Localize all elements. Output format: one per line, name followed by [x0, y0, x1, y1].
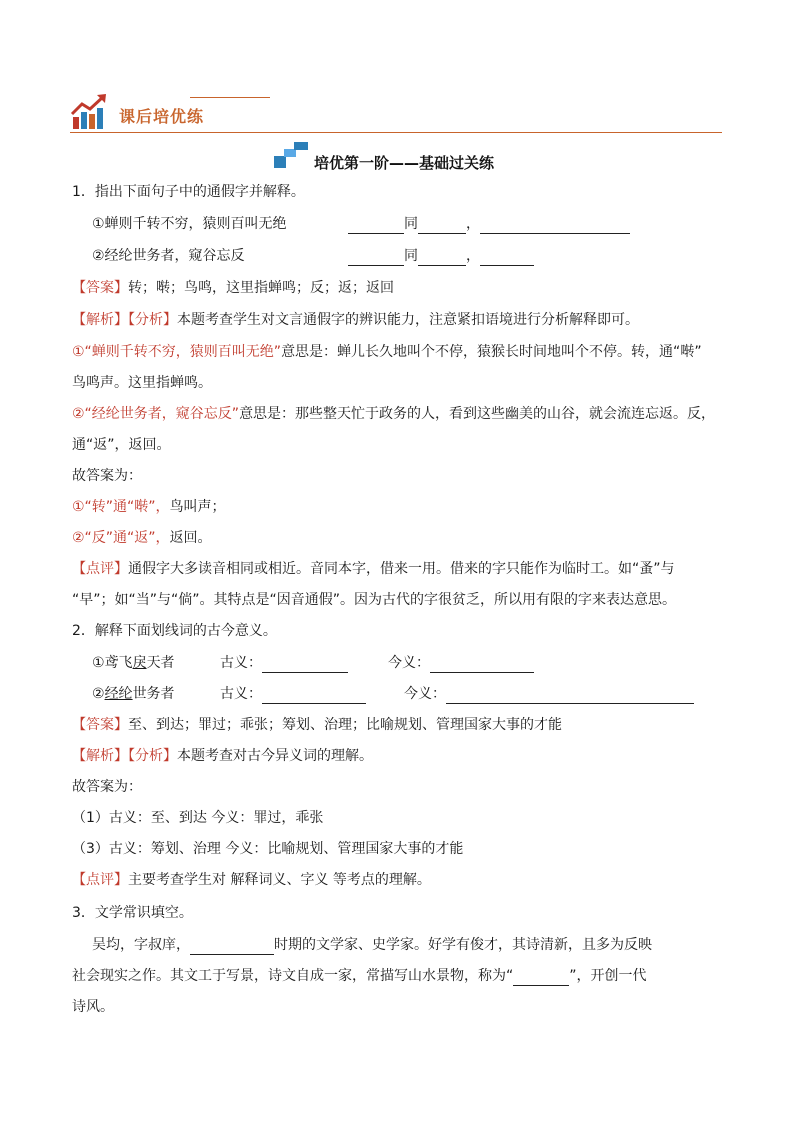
q1-point-2-cont: 通“返”，返回。	[72, 437, 171, 453]
quote-text: ②“经纶世务者，窥谷忘反”	[72, 406, 240, 422]
blank-field[interactable]	[348, 217, 404, 234]
q1-point-1-cont: 鸟鸣声。这里指蝉鸣。	[72, 375, 212, 391]
q1-item-2-text: ②经纶世务者，窥谷忘反	[92, 248, 245, 264]
q2-item-1	[92, 653, 175, 673]
item-text: 世务者	[132, 686, 175, 702]
q2-solution-3: （3）古义：筹划、治理 今义：比喻规划、管理国家大事的才能	[72, 841, 464, 857]
item-text: 天者	[146, 655, 175, 671]
item-text: ②	[92, 686, 105, 702]
solution-text: 返回。	[169, 530, 212, 546]
q3-paragraph-line-2	[72, 966, 647, 986]
blank-field[interactable]	[190, 938, 274, 955]
q3-prompt: 3．文学常识填空。	[72, 905, 193, 921]
q2-item-2-jin	[404, 684, 694, 704]
q1-comment	[72, 559, 675, 579]
header-accent-line	[190, 97, 270, 98]
q1-item-2	[92, 246, 245, 266]
q2-item-1-jin	[388, 653, 534, 673]
q3-paragraph-line-3: 诗风。	[72, 999, 114, 1015]
comment-text: 主要考查学生对 解释词义、字义 等考点的理解。	[128, 872, 431, 888]
q1-point-2	[72, 404, 715, 424]
blank-field[interactable]	[480, 217, 630, 234]
blank-field[interactable]	[348, 249, 404, 266]
page-header	[70, 94, 722, 136]
same-label: 同	[404, 216, 418, 232]
header-rule	[70, 132, 722, 133]
item-text: ①鸢飞	[92, 655, 133, 671]
comment-text: 通假字大多读音相同或相近。音同本字，借来一用。借来的字只能作为临时工。如“蚤”与	[128, 561, 675, 577]
q1-item-1	[92, 214, 287, 234]
answer-tag: 【答案】	[72, 717, 128, 733]
q3-paragraph-line-1	[92, 935, 652, 955]
q1-so-answer: 故答案为：	[72, 468, 142, 484]
underlined-word: 经纶	[104, 686, 133, 702]
analysis-tag: 【解析】【分析】	[72, 748, 177, 764]
blank-field[interactable]	[418, 249, 466, 266]
blank-field[interactable]	[480, 249, 534, 266]
comma: ，	[466, 248, 480, 264]
solution-text: 鸟叫声；	[169, 499, 226, 515]
q2-item-1-gu	[220, 653, 348, 673]
blank-field[interactable]	[430, 656, 534, 673]
analysis-tag: 【解析】【分析】	[72, 312, 177, 328]
answer-text: 至、到达；罪过；乖张；筹划、治理；比喻规划、管理国家大事的才能	[128, 717, 562, 733]
same-label: 同	[404, 248, 418, 264]
blank-field[interactable]	[262, 687, 366, 704]
comment-tag: 【点评】	[72, 561, 128, 577]
jin-label: 今义：	[388, 655, 430, 671]
analysis-text: 本题考查学生对文言通假字的辨识能力，注意紧扣语境进行分析解释即可。	[177, 312, 639, 328]
q2-item-2	[92, 684, 175, 704]
q1-prompt: 1．指出下面句子中的通假字并解释。	[72, 184, 305, 200]
quote-text: ①“蝉则千转不穷，猿则百叫无绝”	[72, 344, 282, 360]
paragraph-text: 吴均，字叔庠，	[92, 937, 190, 953]
q1-item-1-answer-row	[348, 214, 630, 234]
section-title: 培优第一阶——基础过关练	[314, 154, 495, 172]
comma: ，	[466, 216, 480, 232]
q2-solution-1: （1）古义：至、到达 今义：罪过，乖张	[72, 810, 324, 826]
q1-solution-1	[72, 497, 226, 517]
underlined-word: 戾	[132, 655, 147, 671]
comment-tag: 【点评】	[72, 872, 128, 888]
answer-text: 转；啭；鸟鸣，这里指蝉鸣；反；返；返回	[128, 280, 394, 296]
q2-prompt: 2．解释下面划线词的古今意义。	[72, 623, 277, 639]
paragraph-text: 时期的文学家、史学家。好学有俊才，其诗清新，且多为反映	[274, 937, 652, 953]
explanation-text: 意思是：蝉儿长久地叫个不停，猿猴长时间地叫个不停。转，通“啭”	[281, 344, 702, 360]
q1-point-1	[72, 342, 702, 362]
q1-comment-cont: “早”；如“当”与“倘”。其特点是“因音通假”。因为古代的字很贫乏，所以用有限的字来表达意思。	[72, 592, 677, 608]
stair-blocks-icon	[274, 142, 308, 168]
paragraph-text: ”，开创一代	[569, 968, 647, 984]
bar-chart-arrow-icon	[70, 94, 110, 130]
q1-item-1-text: ①蝉则千转不穷，猿则百叫无绝	[92, 216, 287, 232]
explanation-text: 意思是：那些整天忙于政务的人，看到这些幽美的山谷，就会流连忘返。反，	[239, 406, 716, 422]
q1-analysis	[72, 310, 639, 330]
blank-field[interactable]	[446, 687, 694, 704]
q2-so-answer: 故答案为：	[72, 779, 142, 795]
q2-answer	[72, 715, 562, 735]
analysis-text: 本题考查对古今异义词的理解。	[177, 748, 373, 764]
paragraph-text: 社会现实之作。其文工于写景，诗文自成一家，常描写山水景物，称为“	[72, 968, 514, 984]
solution-text: ①“转”通“啭”，	[72, 499, 170, 515]
q1-solution-2	[72, 528, 212, 548]
q1-answer	[72, 278, 394, 298]
jin-label: 今义：	[404, 686, 446, 702]
q2-analysis	[72, 746, 373, 766]
q1-item-2-answer-row	[348, 246, 534, 266]
gu-label: 古义：	[220, 686, 262, 702]
header-title: 课后培优练	[119, 107, 205, 126]
gu-label: 古义：	[220, 655, 262, 671]
solution-text: ②“反”通“返”，	[72, 530, 170, 546]
blank-field[interactable]	[513, 969, 569, 986]
q2-comment	[72, 870, 431, 890]
blank-field[interactable]	[262, 656, 348, 673]
q2-item-2-gu	[220, 684, 366, 704]
blank-field[interactable]	[418, 217, 466, 234]
answer-tag: 【答案】	[72, 280, 128, 296]
